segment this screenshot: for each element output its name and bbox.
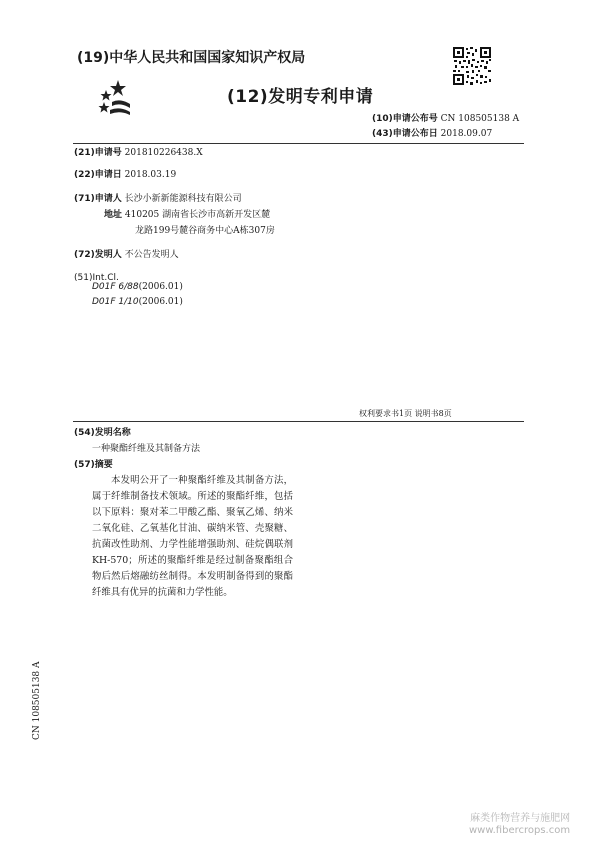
address-line-1: 410205 湖南省长沙市高新开发区麓	[124, 210, 271, 220]
abstract-divider	[73, 421, 524, 422]
publication-date-label: (43)申请公布日	[372, 129, 438, 139]
inventor-row	[74, 247, 275, 263]
watermark-line-1: 麻类作物营养与施肥网	[470, 813, 571, 824]
application-date-label: (22)申请日	[74, 170, 122, 180]
invention-title-label: (54)发明名称	[74, 428, 131, 438]
application-number: 201810226438.X	[124, 148, 203, 158]
invention-title: 一种聚酯纤维及其制备方法	[92, 444, 201, 454]
header-divider	[73, 143, 524, 144]
title-and-abstract-header	[74, 425, 200, 473]
publication-date: 2018.09.07	[440, 129, 493, 139]
website-watermark	[469, 813, 570, 837]
document-type-title: (12)发明专利申请	[227, 87, 374, 107]
inventor-name: 不公告发明人	[124, 250, 179, 260]
publication-number: CN 108505138 A	[440, 114, 520, 124]
application-date-row	[74, 167, 275, 183]
publication-number-row	[372, 112, 519, 127]
ipc-code: D01F 6/88	[92, 282, 139, 292]
bibliographic-data	[74, 145, 275, 286]
application-number-row	[74, 145, 275, 161]
applicant-label: (71)申请人	[74, 194, 122, 204]
ipc-entry	[92, 295, 183, 310]
page-count-info: 权利要求书1页 说明书8页	[359, 409, 452, 418]
address-line-2: 龙路199号麓谷商务中心A栋307房	[135, 226, 275, 236]
application-number-label: (21)申请号	[74, 148, 122, 158]
address-label: 地址	[104, 210, 123, 220]
qr-code-icon	[452, 46, 492, 86]
ipc-year: (2006.01)	[138, 297, 183, 307]
ipc-code: D01F 1/10	[92, 297, 139, 307]
applicant-row	[74, 191, 275, 207]
publication-date-row	[372, 127, 519, 142]
publication-number-label: (10)申请公布号	[372, 114, 438, 124]
ipc-classification-list	[92, 280, 183, 310]
address-row	[74, 207, 275, 223]
ipc-entry	[92, 280, 183, 295]
address-continuation-row	[74, 223, 275, 239]
intcl-label: (51)Int.Cl.	[74, 273, 119, 283]
abstract-text: 本发明公开了一种聚酯纤维及其制备方法，属于纤维制备技术领域。所述的聚酯纤维，包括以下原料：聚对苯二甲酸乙酯、聚氧乙烯、纳米二氧化硅、乙氧基化甘油、碳纳米管、壳聚糖、抗菌改性助剂、力学性能增强助剂、硅烷偶联剂KH-570；所述的聚酯纤维是经过制备聚酯组合物后然后熔融纺丝制得。本发明制备得到的聚酯纤维具有优异的抗菌和力学性能。	[92, 475, 293, 598]
issuing-authority: (19)中华人民共和国国家知识产权局	[77, 50, 306, 66]
ipc-year: (2006.01)	[138, 282, 183, 292]
abstract-label: (57)摘要	[74, 460, 113, 470]
application-date: 2018.03.19	[124, 170, 177, 180]
publication-info	[372, 112, 519, 142]
cnipa-emblem-icon	[96, 78, 132, 118]
watermark-line-2: www.fibercrops.com	[469, 825, 571, 836]
inventor-label: (72)发明人	[74, 250, 122, 260]
applicant-name: 长沙小新新能源科技有限公司	[124, 194, 242, 204]
